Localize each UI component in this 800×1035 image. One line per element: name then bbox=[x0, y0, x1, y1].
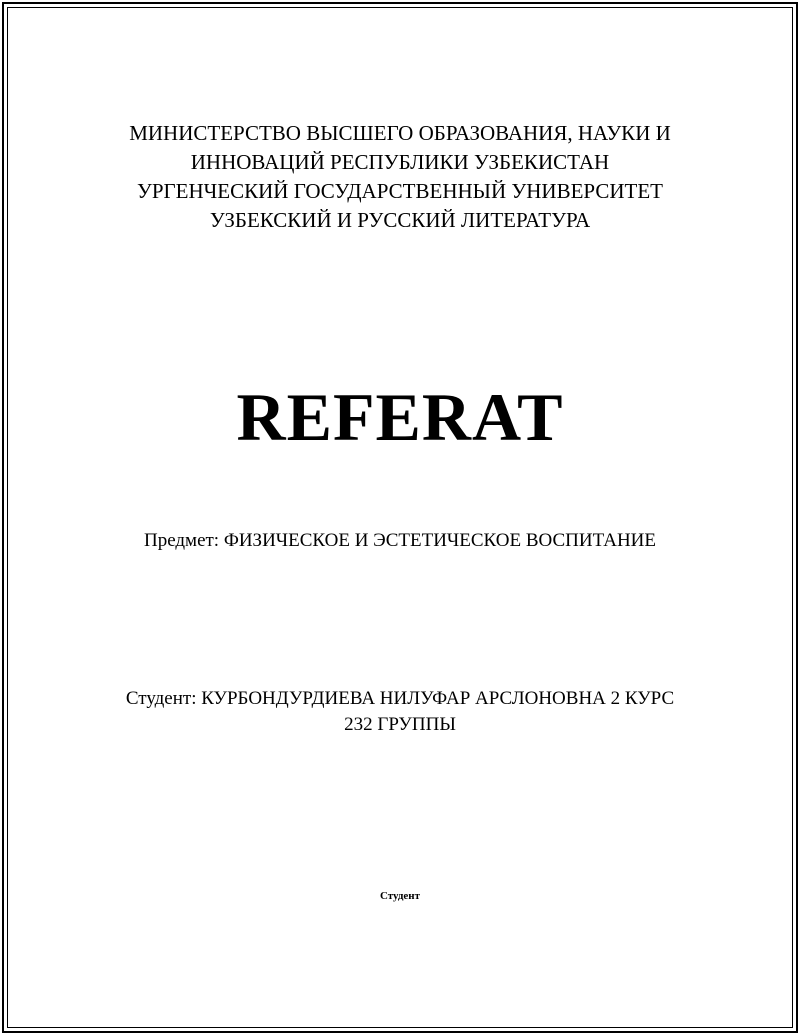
document-title: REFERAT bbox=[236, 379, 564, 455]
institution-header bbox=[0, 119, 800, 235]
student-name-line: Студент: КУРБОНДУРДИЕВА НИЛУФАР АРСЛОНОВНА 2 КУРС bbox=[125, 688, 675, 709]
student-info bbox=[0, 686, 800, 738]
header-line-department: УЗБЕКСКИЙ И РУССКИЙ ЛИТЕРАТУРА bbox=[209, 208, 591, 232]
footer-student-label: Студент bbox=[379, 890, 421, 902]
header-line-ministry: МИНИСТЕРСТВО ВЫСШЕГО ОБРАЗОВАНИЯ, НАУКИ И bbox=[129, 121, 671, 145]
header-line-republic: ИННОВАЦИЙ РЕСПУБЛИКИ УЗБЕКИСТАН bbox=[190, 150, 610, 174]
subject-line: Предмет: ФИЗИЧЕСКОЕ И ЭСТЕТИЧЕСКОЕ ВОСПИТАНИЕ bbox=[143, 530, 657, 551]
header-line-university: УРГЕНЧЕСКИЙ ГОСУДАРСТВЕННЫЙ УНИВЕРСИТЕТ bbox=[136, 179, 664, 203]
student-group-line: 232 ГРУППЫ bbox=[344, 714, 456, 735]
